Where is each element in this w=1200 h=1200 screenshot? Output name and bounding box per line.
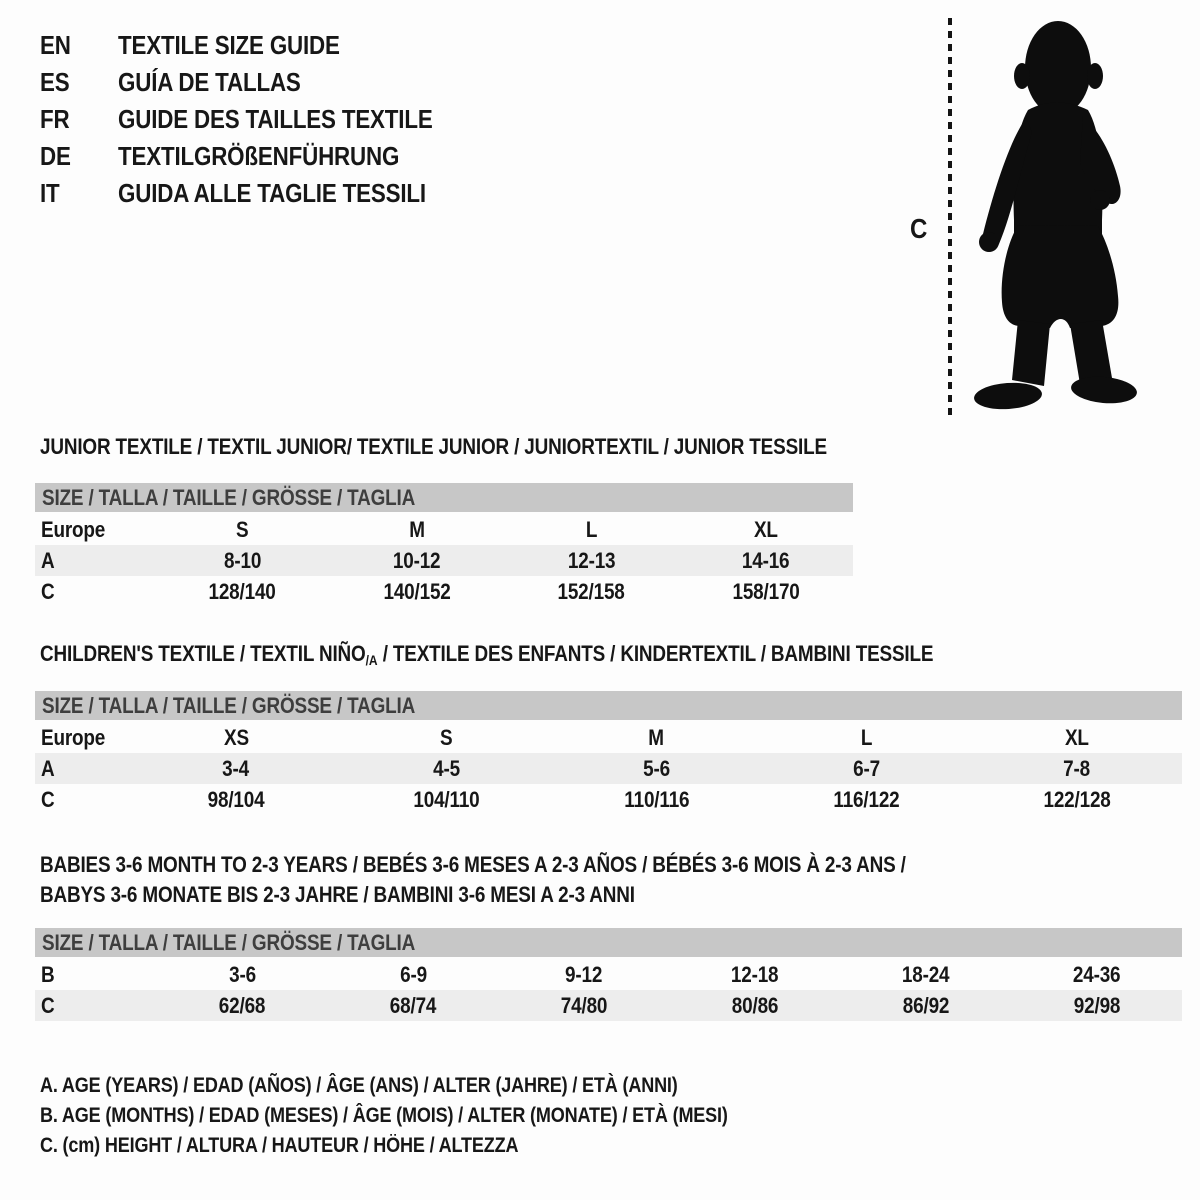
age-cell: 9-12: [565, 961, 603, 987]
height-cell: 86/92: [902, 992, 949, 1018]
age-cell: 3-4: [222, 755, 250, 781]
children-size-header-bar: [35, 691, 1182, 720]
babies-size-header-label: SIZE / TALLA / TAILLE / GRÖSSE / TAGLIA: [42, 930, 416, 955]
babies-size-header-bar: [35, 928, 1182, 957]
height-cell: 152/158: [557, 578, 625, 604]
height-cell: 140/152: [383, 578, 451, 604]
language-title: TEXTILE SIZE GUIDE: [118, 30, 340, 60]
table-row: [35, 545, 853, 576]
row-label: Europe: [41, 724, 106, 750]
language-code: FR: [40, 104, 70, 134]
babies-section-title-line2: BABYS 3-6 MONATE BIS 2-3 JAHRE / BAMBINI 3-6 MESI A 2-3 ANNI: [40, 882, 635, 907]
age-cell: 4-5: [432, 755, 460, 781]
height-cell: 116/122: [833, 786, 900, 812]
table-row: [35, 753, 1182, 784]
age-cell: 3-6: [228, 961, 256, 987]
row-label: B: [41, 961, 55, 987]
height-cell: 80/86: [731, 992, 779, 1018]
height-cell: 128/140: [208, 578, 276, 604]
size-cell: M: [648, 724, 665, 750]
age-cell: 8-10: [223, 547, 261, 573]
age-cell: 6-7: [853, 755, 881, 781]
size-cell: S: [236, 516, 249, 542]
height-cell: 104/110: [413, 786, 480, 812]
language-code: IT: [40, 178, 60, 208]
babies-section-title-line1: BABIES 3-6 MONTH TO 2-3 YEARS / BEBÉS 3-6 MESES A 2-3 AÑOS / BÉBÉS 3-6 MOIS À 2-3 ANS /: [40, 852, 906, 877]
language-row: [40, 175, 484, 212]
size-cell: L: [585, 516, 597, 542]
age-cell: 5-6: [643, 755, 670, 781]
table-row: [35, 784, 1182, 815]
height-cell: 158/170: [732, 578, 800, 604]
height-cell: 110/116: [623, 786, 690, 812]
legend-line-b: B. AGE (MONTHS) / EDAD (MESES) / ÂGE (MOIS) / ALTER (MONATE) / ETÀ (MESI): [40, 1104, 728, 1127]
height-cell: 92/98: [1073, 992, 1120, 1018]
table-row: [35, 576, 853, 607]
language-row: [40, 138, 484, 175]
age-cell: 7-8: [1063, 755, 1091, 781]
table-row: [35, 959, 1182, 990]
language-title: GUIDA ALLE TAGLIE TESSILI: [118, 178, 426, 208]
junior-table: [35, 514, 853, 607]
language-row: [40, 101, 484, 138]
age-cell: 24-36: [1072, 961, 1121, 987]
age-cell: 10-12: [392, 547, 441, 573]
row-label: C: [41, 786, 55, 812]
size-cell: XL: [1064, 724, 1089, 750]
size-cell: M: [408, 516, 425, 542]
age-cell: 12-18: [731, 961, 779, 987]
height-cell: 62/68: [219, 992, 266, 1018]
children-size-header-label: SIZE / TALLA / TAILLE / GRÖSSE / TAGLIA: [42, 693, 416, 718]
age-cell: 14-16: [741, 547, 790, 573]
height-measure-line: [946, 18, 954, 416]
children-section-title: CHILDREN'S TEXTILE / TEXTIL NIÑO/A / TEXTILE DES ENFANTS / KINDERTEXTIL / BAMBINI TESSILE: [40, 641, 934, 668]
age-cell: 12-13: [567, 547, 616, 573]
language-row: [40, 64, 484, 101]
language-title: GUÍA DE TALLAS: [118, 67, 301, 97]
legend: [40, 1071, 840, 1161]
age-cell: 6-9: [399, 961, 427, 987]
row-label: A: [41, 755, 55, 781]
table-row: [35, 514, 853, 545]
age-cell: 18-24: [901, 961, 950, 987]
row-label: Europe: [41, 516, 106, 542]
language-title: TEXTILGRÖßENFÜHRUNG: [118, 141, 400, 171]
size-cell: S: [440, 724, 453, 750]
junior-size-header-bar: [35, 483, 853, 512]
row-label: A: [41, 547, 55, 573]
language-row: [40, 27, 484, 64]
nino-a-subscript: /A: [365, 652, 378, 668]
size-cell: L: [860, 724, 873, 750]
language-list: [40, 27, 484, 212]
measure-label-c: C: [910, 213, 928, 244]
row-label: C: [41, 578, 55, 604]
legend-line-c: C. (cm) HEIGHT / ALTURA / HAUTEUR / HÖHE / ALTEZZA: [40, 1134, 519, 1157]
language-code: EN: [40, 30, 71, 60]
size-cell: XL: [753, 516, 778, 542]
babies-table: [35, 959, 1182, 1021]
language-code: DE: [40, 141, 71, 171]
table-row: [35, 990, 1182, 1021]
language-code: ES: [40, 67, 70, 97]
height-cell: 74/80: [560, 992, 608, 1018]
height-cell: 122/128: [1043, 786, 1111, 812]
table-row: [35, 722, 1182, 753]
toddler-silhouette-icon: [968, 20, 1148, 420]
junior-size-header-label: SIZE / TALLA / TAILLE / GRÖSSE / TAGLIA: [42, 485, 416, 510]
height-cell: 68/74: [389, 992, 437, 1018]
row-label: C: [41, 992, 55, 1018]
height-cell: 98/104: [207, 786, 265, 812]
legend-line-a: A. AGE (YEARS) / EDAD (AÑOS) / ÂGE (ANS) / ALTER (JAHRE) / ETÀ (ANNI): [40, 1074, 678, 1097]
language-title: GUIDE DES TAILLES TEXTILE: [118, 104, 433, 134]
junior-section-title: JUNIOR TEXTILE / TEXTIL JUNIOR/ TEXTILE JUNIOR / JUNIORTEXTIL / JUNIOR TESSILE: [40, 434, 827, 459]
children-table: [35, 722, 1182, 815]
size-cell: XS: [223, 724, 249, 750]
